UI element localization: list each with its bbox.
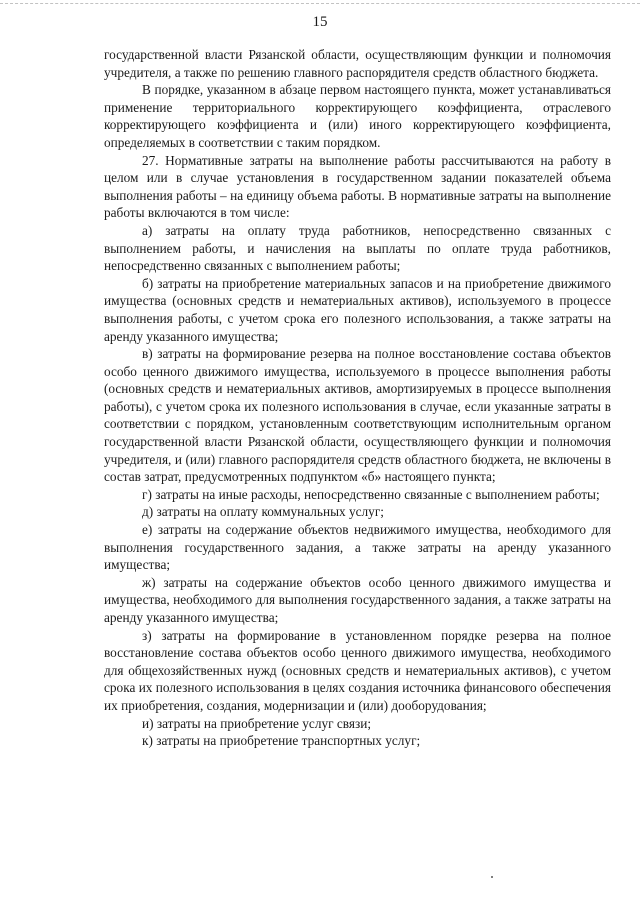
- subitem-g: г) затраты на иные расходы, непосредственно связанные с выполнением работы;: [142, 486, 600, 502]
- top-edge-line: [0, 3, 640, 4]
- subitem-z: з) затраты на формирование в установленном порядке резерва на полное восстановление состава объектов особо ценного движимого имущества, необходимого для общехозяйственных нужд (основных средств и нематериальных активов), с учетом срока их полезного использования в целях создания источника финансового обеспечения их приобретения, создания, модернизации и (или) дооборудования;: [104, 627, 611, 713]
- paragraph-continuation: государственной власти Рязанской области, осуществляющим функции и полномочия учредителя, а также по решению главного распорядителя средств областного бюджета.: [104, 47, 611, 80]
- page-number: 15: [312, 14, 328, 30]
- subitem-a: а) затраты на оплату труда работников, непосредственно связанных с выполнением работы, и начисления на выплаты по оплате труда работников, непосредственно связанных с выполнением работы;: [104, 222, 611, 274]
- subitem-b: б) затраты на приобретение материальных запасов и на приобретение движимого имущества (основных средств и нематериальных активов), используемого в процессе выполнения работы, с учетом срока его полезного использования, а также затраты на аренду указанного имущества;: [104, 275, 611, 344]
- subitem-v: в) затраты на формирование резерва на полное восстановление состава объектов особо ценного движимого имущества, используемого в процессе выполнения работы (основных средств и нематериальных активов, амортизируемых в процессе выполнения работы), с учетом срока их полезного использования в случае, если указанные затраты в соответствии с порядком, установленным соответствующим исполнительным органом государственной власти Рязанской области, осуществляющего функции и полномочия учредителя, и (или) главного распорядителя средств областного бюджета, не включены в состав затрат, предусмотренных подпунктом «б» настоящего пункта;: [104, 346, 611, 485]
- subitem-d: д) затраты на оплату коммунальных услуг;: [142, 504, 384, 520]
- subitem-zh: ж) затраты на содержание объектов особо ценного движимого имущества и имущества, необходимого для выполнения государственного задания, а также затраты на аренду указанного имущества;: [104, 574, 611, 625]
- paragraph-coefficients: В порядке, указанном в абзаце первом настоящего пункта, может устанавливаться применение территориального корректирующего коэффициента, отраслевого корректирующего коэффициента и (или) иного корректирующего коэффициента, определяемых в соответствии с таким порядком.: [104, 82, 611, 150]
- paragraph-item-27: 27. Нормативные затраты на выполнение работы рассчитываются на работу в целом или в случае установления в государственном задании показателей объема выполнения работы – на единицу объема работы. В нормативные затраты на выполнение работы включаются в том числе:: [104, 152, 611, 221]
- scan-speck: [491, 876, 493, 878]
- document-body: [104, 46, 611, 750]
- subitem-i: и) затраты на приобретение услуг связи;: [142, 715, 372, 731]
- subitem-k: к) затраты на приобретение транспортных услуг;: [142, 733, 421, 749]
- subitem-e: е) затраты на содержание объектов недвижимого имущества, необходимого для выполнения государственного задания, а также затраты на аренду указанного имущества;: [104, 522, 611, 573]
